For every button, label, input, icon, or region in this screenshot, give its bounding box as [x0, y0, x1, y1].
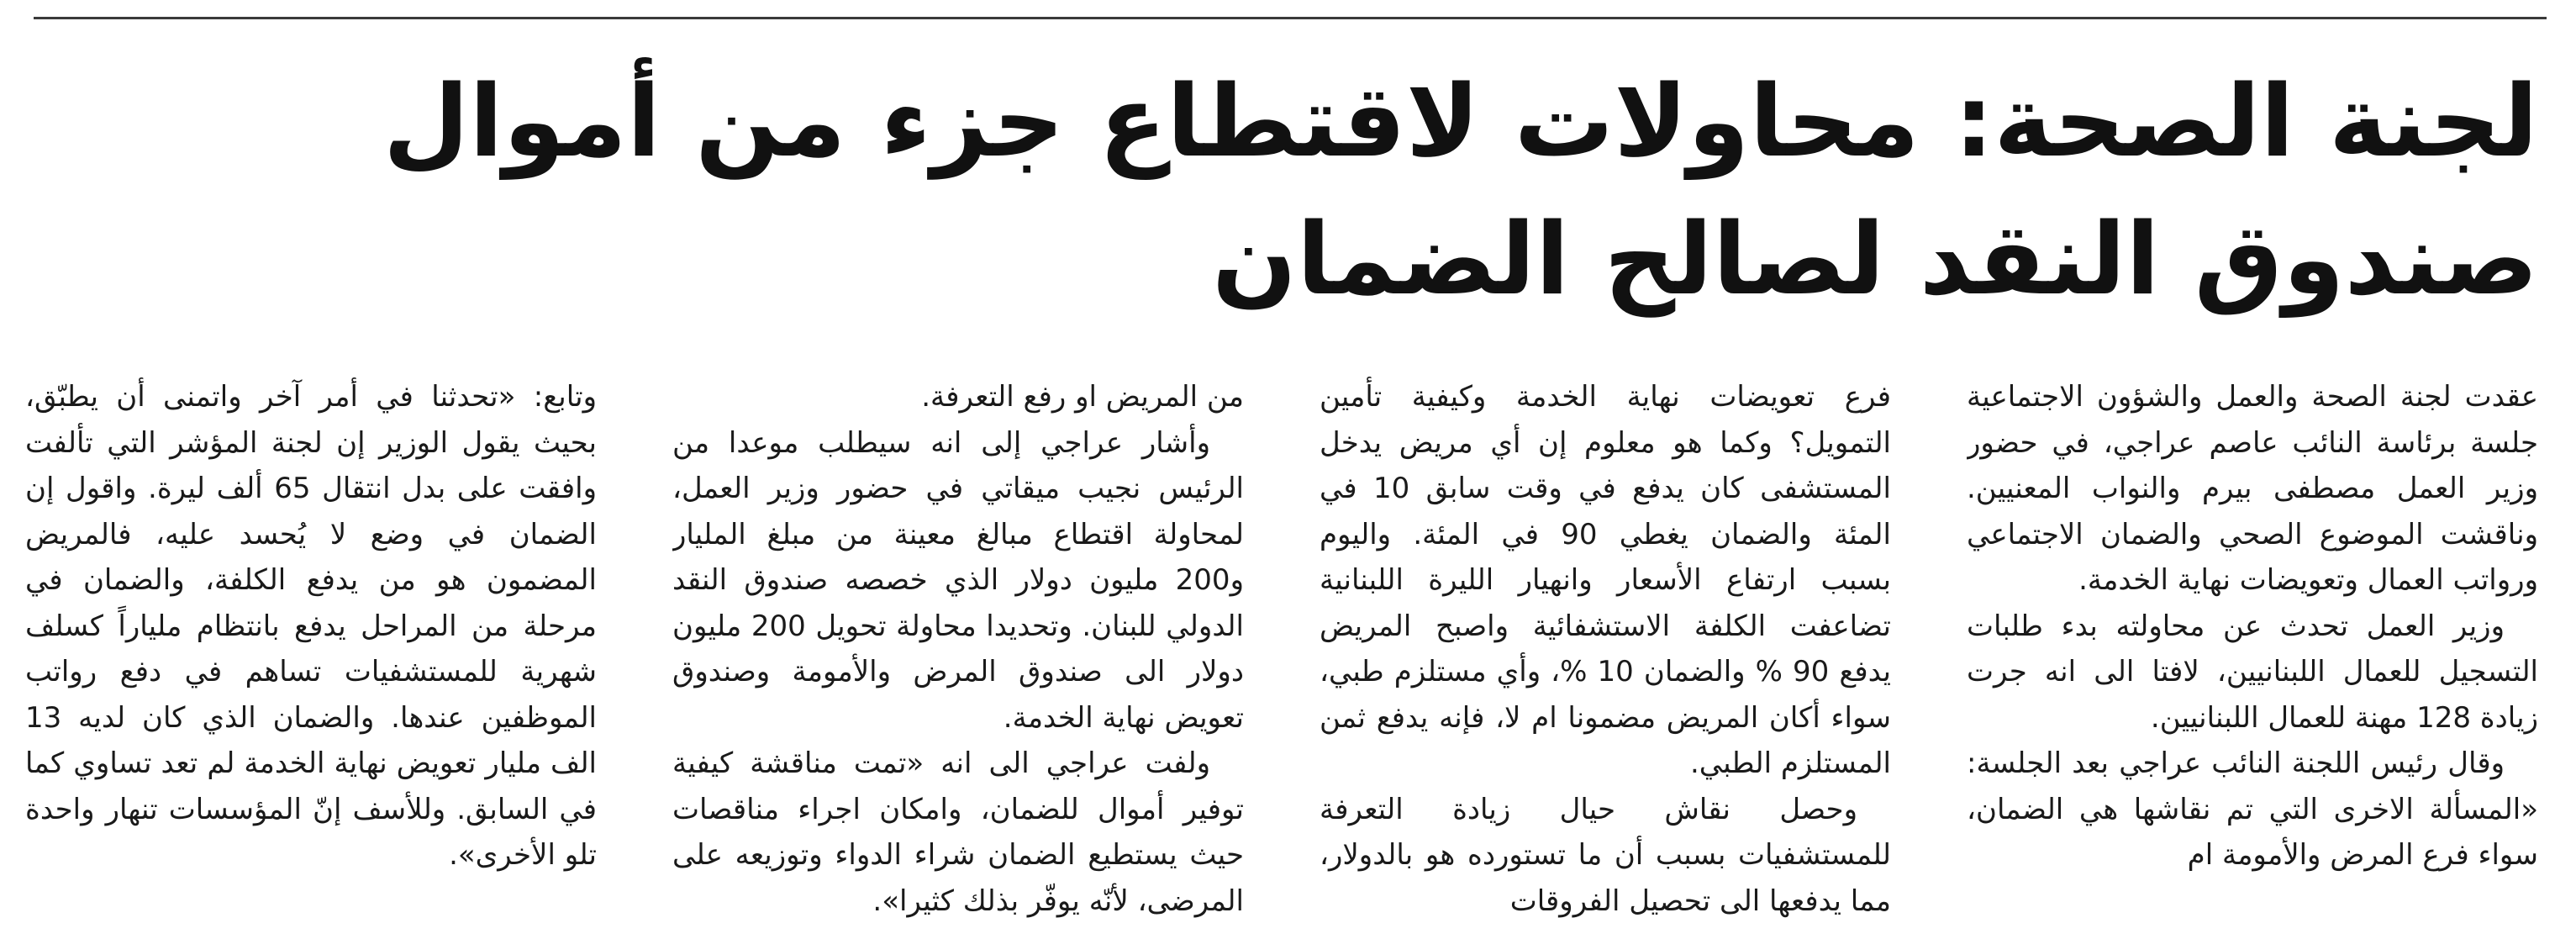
article-body [25, 374, 2538, 921]
paragraph: وأشار عراجي إلى انه سيطلب موعدا من الرئيس نجيب ميقاتي في حضور وزير العمل، لمحاولة اقتطاع مبالغ معينة من مبلغ المليار و200 مليون دولار الذي خصصه صندوق النقد الدولي للبنان. وتحديدا محاولة تحويل 200 مليون دولار الى صندوق المرض والأمومة وصندوق تعويض نهاية الخدمة. [672, 425, 1244, 735]
paragraph: وحصل نقاش حيال زيادة التعرفة للمستشفيات بسبب أن ما تستورده هو بالدولار، مما يدفعها الى تحصيل الفروقات [1320, 792, 1891, 918]
article-headline: لجنة الصحة: محاولات لاقتطاع جزء من أموال صندوق النقد لصالح الضمان [382, 63, 2538, 317]
paragraph: وزير العمل تحدث عن محاولته بدء طلبات التسجيل للعمال اللبنانيين، لافتا الى انه جرت زيادة 128 مهنة للعمال اللبنانيين. [1967, 609, 2538, 735]
paragraph: فرع تعويضات نهاية الخدمة وكيفية تأمين التمويل؟ وكما هو معلوم إن أي مريض يدخل المستشفى كان يدفع في وقت سابق 10 في المئة والضمان يغطي 90 في المئة. واليوم بسبب ارتفاع الأسعار وانهيار الليرة اللبنانية تضاعفت الكلفة الاستشفائية واصبح المريض يدفع 90 % والضمان 10 %، وأي مستلزم طبي، سواء أكان المريض مضمونا ام لا، فإنه يدفع ثمن المستلزم الطبي. [1320, 380, 1891, 780]
article-column-4 [25, 374, 597, 921]
paragraph: ولفت عراجي الى انه «تمت مناقشة كيفية توفير أموال للضمان، وامكان اجراء مناقصات حيث يستطيع الضمان شراء الدواء وتوزيعه على المرضى، لأنّه يوفّر بذلك كثيرا». [672, 746, 1244, 918]
top-rule [34, 17, 2547, 19]
paragraph: من المريض او رفع التعرفة. [921, 380, 1244, 414]
article-column-3 [672, 374, 1244, 921]
article-column-1 [1967, 374, 2538, 921]
paragraph: وقال رئيس اللجنة النائب عراجي بعد الجلسة: «المسألة الاخرى التي تم نقاشها هي الضمان، سواء فرع المرض والأمومة ام [1967, 746, 2538, 872]
paragraph: عقدت لجنة الصحة والعمل والشؤون الاجتماعية جلسة برئاسة النائب عاصم عراجي، في حضور وزير العمل مصطفى بيرم والنواب المعنيين. وناقشت الموضوع الصحي والضمان الاجتماعي ورواتب العمال وتعويضات نهاية الخدمة. [1967, 380, 2538, 597]
paragraph: وتابع: «تحدثنا في أمر آخر واتمنى أن يطبّق، بحيث يقول الوزير إن لجنة المؤشر التي تألفت وافقت على بدل انتقال 65 ألف ليرة. واقول إن الضمان في وضع لا يُحسد عليه، فالمريض المضمون هو من يدفع الكلفة، والضمان في مرحلة من المراحل يدفع بانتظام ملياراً كسلف شهرية للمستشفيات تساهم في دفع رواتب الموظفين عندها. والضمان الذي كان لديه 13 الف مليار تعويض نهاية الخدمة لم تعد تساوي كما في السابق. وللأسف إنّ المؤسسات تنهار واحدة تلو الأخرى». [25, 380, 597, 872]
article-column-2 [1320, 374, 1891, 921]
